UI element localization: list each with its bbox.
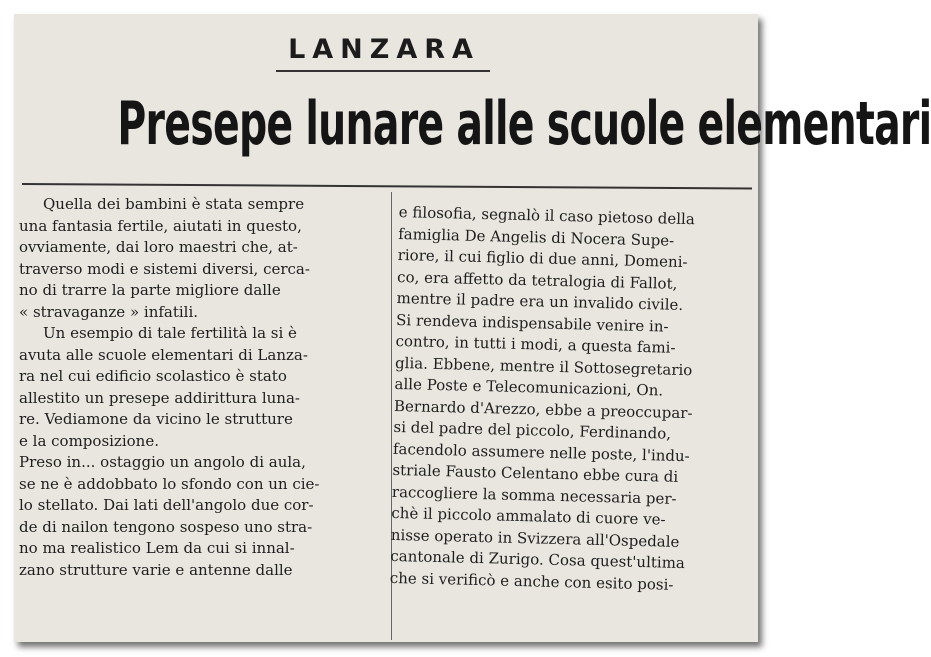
headline-rule [22,183,752,189]
right-column-line: co, era affetto da tetralogia di Fallot, [396,267,678,293]
right-column [390,202,751,597]
left-column-line: Preso in... ostaggio un angolo di aula, [19,453,306,471]
place-heading: LANZARA [288,34,480,65]
right-column-line: che si verificò e anche con esito posi- [389,568,674,594]
right-column-line: Bernardo d'Arezzo, ebbe a preoccupar- [393,396,693,422]
right-column-line: contro, in tutti i modi, a questa fami- [395,331,676,357]
left-column [19,194,379,581]
left-column-line: no ma realistico Lem da cui si innal- [19,539,295,557]
left-column-line: ra nel cui edificio scolastico è stato [19,367,287,385]
left-column-line: una fantasia fertile, aiutati in questo, [19,216,302,235]
left-column-line: e la composizione. [19,431,159,450]
left-column-line: zano strutture varie e antenne dalle [19,560,293,579]
headline: Presepe lunare alle scuole elementari [117,89,931,159]
right-column-line: si del padre del piccolo, Ferdinando, [393,417,672,443]
right-column-line: raccogliere la somma necessaria per- [391,482,677,508]
left-column-line: traverso modi e sistemi diversi, cerca- [19,259,310,278]
left-column-line: Quella dei bambini è stata sempre [43,195,305,213]
right-column-line: facendolo assumere nelle poste, l'indu- [392,439,690,465]
right-column-line: mentre il padre era un invalido civile. [396,288,684,314]
left-column-line: re. Vediamone da vicino le strutture [19,410,293,428]
right-column-line: alle Poste e Telecomunicazioni, On. [394,374,664,400]
left-column-line: ovviamente, dai loro maestri che, at- [19,238,298,256]
left-column-line: avuta alle scuole elementari di Lanza- [19,345,308,364]
right-column-line: glia. Ebbene, mentre il Sottosegretario [394,353,693,379]
right-column-line: chè il piccolo ammalato di cuore ve- [391,503,666,529]
left-column-line: lo stellato. Dai lati dell'angolo due cor- [19,496,314,514]
left-column-line: « stravaganze » infatili. [19,302,199,321]
left-column-line: de di nailon tengono sospeso uno stra- [19,517,313,536]
place-underline [276,70,490,72]
right-column-line: famiglia De Angelis di Nocera Supe- [398,224,675,250]
right-column-line: nisse operato in Svizzera all'Ospedale [390,525,680,551]
left-column-line: no di trarre la parte migliore dalle [19,281,281,299]
right-column-line: cantonale di Zurigo. Cosa quest'ultima [390,546,686,573]
left-column-line: se ne è addobbato lo sfondo con un cie- [19,474,320,493]
newspaper-clipping [14,14,931,642]
left-column-line: allestito un presepe addirittura luna- [19,388,300,407]
right-column-line: riore, il cui figlio di due anni, Domeni- [397,245,688,272]
right-column-line: Si rendeva indispensabile venire in- [395,310,669,336]
right-column-line: striale Fausto Celentano ebbe cura di [392,460,679,486]
right-column-line: e filosofia, segnalò il caso pietoso della [398,202,696,229]
left-column-line: Un esempio di tale fertilità la si è [43,324,297,342]
